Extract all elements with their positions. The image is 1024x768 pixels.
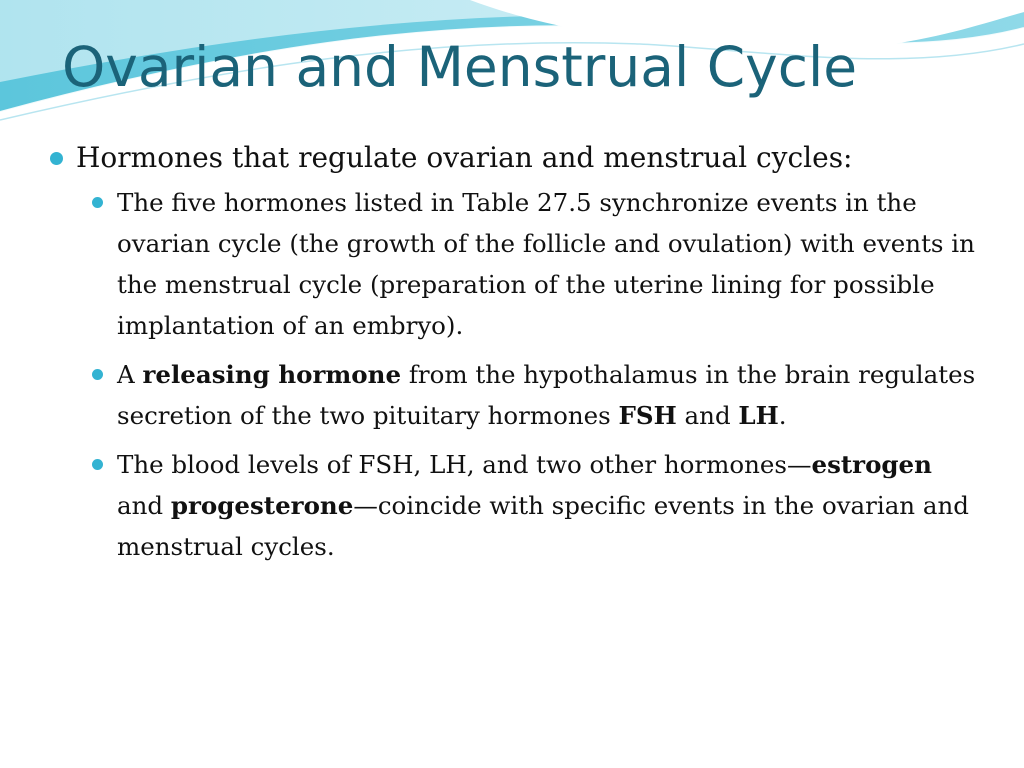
sub-bullet-item — [48, 354, 978, 436]
sub-bullet-text: The blood levels of FSH, LH, and two other hormones—estrogen and progesterone—coincide with specific events in the ovarian and menstrual cycles. — [117, 450, 969, 561]
bold-term: FSH — [618, 401, 677, 430]
bold-term: progesterone — [170, 491, 354, 520]
main-bullet-text: Hormones that regulate ovarian and menstrual cycles: — [76, 141, 853, 174]
bullet-dot-icon — [92, 369, 103, 380]
bullet-dot-icon — [50, 152, 63, 165]
main-bullet — [48, 136, 978, 180]
bold-term: releasing hormone — [142, 360, 402, 389]
slide-title: Ovarian and Menstrual Cycle — [62, 35, 858, 99]
bold-term: estrogen — [811, 450, 932, 479]
sub-bullet-item — [48, 444, 978, 567]
bold-term: LH — [738, 401, 779, 430]
sub-bullet-item — [48, 182, 978, 346]
slide-content — [48, 136, 978, 575]
sub-bullet-text: The five hormones listed in Table 27.5 synchronize events in the ovarian cycle (the growth of the follicle and ovulation) with events in the menstrual cycle (preparation of the uterine lining for possible implantation of an embryo). — [117, 188, 975, 340]
sub-bullet-list — [48, 182, 978, 567]
bullet-dot-icon — [92, 459, 103, 470]
sub-bullet-text: A releasing hormone from the hypothalamus in the brain regulates secretion of the two pituitary hormones FSH and LH. — [117, 360, 976, 430]
bullet-dot-icon — [92, 197, 103, 208]
